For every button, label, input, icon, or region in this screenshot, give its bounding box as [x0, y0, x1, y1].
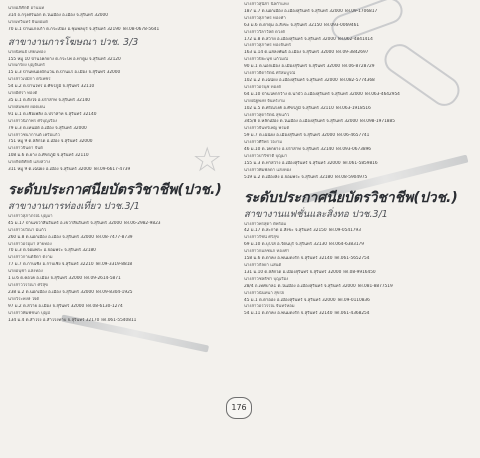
list-item: 54 ม.11 ต.ตาคง อ.พนมดงรัก จ.สุรินทร์ 32140 Tel.061-4368254 [244, 311, 370, 317]
list-item: นางสาววิลาวัลย์ ดวงดี [244, 29, 286, 35]
list-item: นางสาวอรวรรณ จันทร์หอม [244, 304, 295, 310]
list-item: 45 ม.1 ต.ตาอ็อง อ.เมืองสุรินทร์ จ.สุรินทร์ 32000 Tel.09-0110836 [244, 297, 370, 303]
level-title: ระดับประกาศนียบัตรวิชาชีพ(ปวช.) [8, 181, 222, 198]
list-item: นางสาวพรสุดา ดีพร้อม [244, 221, 287, 227]
list-item: นางสาวอรอุมา สายทอง [8, 241, 52, 247]
list-item: 90 ม.1 ต.นอกเมือง อ.เมืองสุรินทร์ จ.สุรินทร์ 32000 Tel.06-8728729 [244, 64, 375, 70]
list-item: 77 ม.7 ต.กาบเชิง อ.กาบเชิง จ.สุรินทร์ 32210 Tel.09-3319-8818 [8, 262, 133, 268]
list-item: นายสมพงษ์ ยอดเย็น [8, 104, 45, 110]
list-item: 42 ม.17 ต.สะกาด อ.สังขะ จ.สุรินทร์ 32150 Tel.09-0541793 [244, 228, 361, 234]
section-title-advertising: สาขางานการโฆษณา ปวช. 3/3 [8, 36, 139, 48]
list-item: 70 ม.1 บ้านแกงเก้า ต.กระเบื้อง อ.ชุมพลบุรี จ.สุรินทร์ 32190 Tel.08-0678-5641 [8, 26, 160, 32]
list-item: 134 ม.4 ต.สำโรง อ.สำโรงทาบ จ.สุรินทร์ 32170 Tel.061-5540811 [8, 317, 137, 323]
list-item: นายอิศรา ทองดี [8, 91, 38, 97]
list-item: นางสาวจันทร์เพ็ญ พรมดี [244, 126, 290, 132]
advertising-list [8, 50, 230, 174]
list-item: 172 ม.8 ต.สวาย อ.เมืองสุรินทร์ จ.สุรินทร์ 32000 Tel.062-4841414 [244, 36, 373, 42]
list-item: นายอภิศักดิ์ อานนท [8, 6, 45, 11]
list-item: นายวีระพงษ์ ใจดี [8, 296, 40, 302]
tourism-list [8, 214, 230, 325]
list-item: 131 ม.10 ต.สลักได อ.เมืองสุรินทร์ จ.สุรินทร์ 32000 Tel.08-9916450 [244, 269, 376, 275]
section-title-fashion: สาขางานแฟชั่นและสิ่งทอ ปวช.3/1 [244, 208, 388, 220]
list-item: นางสาวปาริชาติ บุญมา [244, 153, 288, 159]
list-item: นายเทวินทร์ ยินยอมดี [8, 19, 48, 25]
right-top-list [244, 2, 476, 182]
list-item: 311 หมู่ 9 ต.เฉนียง อ.เมือง จ.สุรินทร์ 32000 Tel.09-6617-4739 [8, 167, 131, 173]
list-item: นางสาวเปมิกา ตรีเพ็ชร [8, 77, 51, 83]
left-top-list [8, 6, 230, 34]
list-item: 519 ม.2 ต.เมืองลีง อ.จอมพระ จ.สุรินทร์ 32180 Tel.08-5904975 [244, 174, 368, 180]
left-column [8, 6, 230, 324]
list-item: นางสาวกมลชนก ทองคำ [244, 249, 290, 255]
list-item: นางสาวชนากานต์ เครือแก้ว [8, 132, 60, 138]
list-item: 28/4 ถ.เทศบาล1 ต.ในเมือง อ.เมืองสุรินทร์ จ.สุรินทร์ 32000 Tel.081-8877519 [244, 283, 393, 289]
list-item: 91 ม.1 ต.เชื้อเพลิง อ.ปราสาท จ.สุรินทร์ 32140 [8, 111, 97, 117]
list-item: นายนิพนธ์ เทียนทอง [8, 49, 46, 55]
list-item: 155 หมู่ 10 บ้านโคกยาง ต.กระโพ อ.ท่าตูม จ.สุรินทร์ 32120 [8, 56, 121, 62]
level-title: ระดับประกาศนียบัตรวิชาชีพ(ปวช.) [244, 189, 458, 206]
list-item: นางสาวจินดา จันดี [8, 146, 43, 152]
list-item: 751 หมู่ 9 ต.สลักได อ.เมือง จ.สุรินทร์ 32000 [8, 139, 93, 145]
list-item: 314 ถ.กรุงศรีนอก ต.ในเมือง อ.เมือง จ.สุรินทร์ 32000 [8, 12, 108, 18]
list-item: 238 ม.2 ต.นอกเมือง อ.เมือง จ.สุรินทร์ 32000 Tel.09-8304-1925 [8, 289, 133, 295]
page-number: 176 [226, 397, 252, 419]
list-item: นางสาวพิมพ์ชนก บุญมี [8, 310, 51, 316]
list-item: นายอนุชา แสงทอง [8, 269, 43, 275]
right-column [244, 2, 476, 318]
fashion-list [244, 222, 476, 319]
list-item: 63 ม.6 ต.ตาตุม อ.สังขะ จ.สุรินทร์ 32150 Tel.093-0069461 [244, 22, 360, 28]
list-item: นางสาวศิริพร ใจงาม [244, 140, 283, 146]
list-item: นางสาวรัชนี ศรีสุข [244, 235, 279, 241]
list-item: นางสาวสุภาพร ทองคำ [244, 15, 286, 21]
list-item: นางสาวนิภาพร ศรีบุญเรือง [8, 118, 58, 124]
list-item: 155 ม.3 ต.ท่าสว่าง อ.เมืองสุรินทร์ จ.สุรินทร์ 32000 Tel.061-5859816 [244, 160, 378, 166]
list-item: นางสาวปวีณา มีแก้ว [8, 227, 47, 233]
list-item: 35 ม.1 ต.ตั้งใจ อ.ปราสาท จ.สุรินทร์ 32140 [8, 97, 90, 103]
list-item: นายเกรียง บุญจันทร์ [8, 63, 45, 69]
list-item: 187 ม.7 ต.นอกเมือง อ.เมืองสุรินทร์ จ.สุรินทร์ 32000 Tel.09-1706817 [244, 8, 378, 14]
list-item: นางสาวปิยะนุช แก้วมณี [244, 57, 288, 63]
list-item: นางสาวสุภาพร ทองจันทร์ [244, 43, 291, 49]
list-item: นางสาวนันทนา สุขใจ [244, 290, 285, 296]
list-item: 45 ม.17 บ้านเขวาสินรินทร์ อ.เขวาสินรินทร์ จ.สุรินทร์ 32000 Tel.06-2982-9823 [8, 220, 161, 226]
list-item: 97 ม.2 ต.สวาย อ.เมือง จ.สุรินทร์ 32000 Tel.08-6130-1274 [8, 303, 123, 309]
list-item: นางสาวพิมพ์ลดา แสงทอง [244, 167, 292, 173]
list-item: นายณัฐพงษ์ จันทร์งาม [244, 98, 285, 104]
star-icon: ☆ [192, 140, 223, 180]
list-item: 345/8 ถ.หลักเมือง ต.ในเมือง อ.เมืองสุรินทร์ จ.สุรินทร์ 32000 Tel.098-1971885 [244, 119, 395, 125]
list-item: นางสาวอรนุช ทองดี [244, 84, 282, 90]
list-item: 108 ม.6 ต.ยาง อ.ศีขรภูมิ จ.สุรินทร์ 32110 [8, 153, 89, 159]
list-item: นางสาวชลธิชา บุญเรือง [244, 276, 289, 282]
list-item: 59 ม.7 ต.เฉนียง อ.เมืองสุรินทร์ จ.สุรินทร์ 32000 Tel.06-4657741 [244, 133, 370, 139]
list-item: นางสาววรรณา ศรีสุข [8, 283, 48, 288]
list-item: 102 ม.2 ต.เฉนียง อ.เมืองสุรินทร์ จ.สุรินทร์ 32000 Tel.082-5774368 [244, 77, 375, 83]
list-item: นางสาวสุดารัตน์ สุขแก้ว [244, 112, 290, 118]
list-item: นางสาวกัลยา แสนดี [244, 263, 282, 268]
list-item: นายกิตติศักดิ์ แสงสว่าง [8, 160, 51, 166]
list-item: นางสาวธิดารัตน์ ศรีสมบูรณ์ [244, 71, 296, 77]
list-item: นางสาวสุภาภรณ์ บุญมา [8, 213, 53, 219]
list-item: 79 ม.3 ต.เทนมีย์ อ.เมือง จ.สุรินทร์ 32000 [8, 125, 87, 131]
list-item: 163 ม.14 ต.แสลงพันธ์ อ.เมือง จ.สุรินทร์ 32000 Tel.09-3842697 [244, 50, 369, 56]
list-item: 260 ม.8 ต.นอกเมือง อ.เมือง จ.สุรินทร์ 32000 Tel.08-7477-8739 [8, 234, 133, 240]
list-item: 54 ม.2 ต.บ้านไทร อ.ศีขรภูมิ จ.สุรินทร์ 32110 [8, 84, 95, 90]
list-item: 102 ม.5 ต.ศรีณรงค์ อ.ศีขรภูมิ จ.สุรินทร์ 32110 Tel.063-1918516 [244, 105, 371, 111]
list-item: 15 ม.3 บ้านหนองผักแว่น ต.บ้านแร่ อ.เมือง จ.สุรินทร์ 32000 [8, 70, 121, 76]
list-item: 70 ม.3 ต.จอมพระ อ.จอมพระ จ.สุรินทร์ 32180 [8, 248, 96, 254]
list-item: 64 ม.10 บ้านโคกกว้าง ต.นาบัว อ.เมืองสุรินทร์ จ.สุรินทร์ 32000 Tel.063-4642954 [244, 91, 400, 97]
list-item: 1 ม.6 ต.คอโค อ.เมือง จ.สุรินทร์ 32000 Tel.09-2614-5871 [8, 276, 121, 282]
section-title-tourism: สาขางานการท่องเที่ยว ปวช.3/1 [8, 200, 140, 212]
list-item: นางสาวกานต์ธิดา ดีงาม [8, 255, 53, 261]
list-item: 46 ม.10 ต.โคกยาง อ.ปราสาท จ.สุรินทร์ 32140 Tel.093-0673896 [244, 147, 372, 153]
list-item: นางสาวสุนิสา นิลกำแหง [244, 2, 289, 7]
list-item: 69 ม.10 ต.บุโรส อ.รัตนบุรี จ.สุรินทร์ 32130 Tel.064-6383179 [244, 242, 364, 248]
list-item: 158 ม.6 ต.ตาคง อ.พนมดงรัก จ.สุรินทร์ 32140 Tel.061-5652754 [244, 256, 370, 262]
